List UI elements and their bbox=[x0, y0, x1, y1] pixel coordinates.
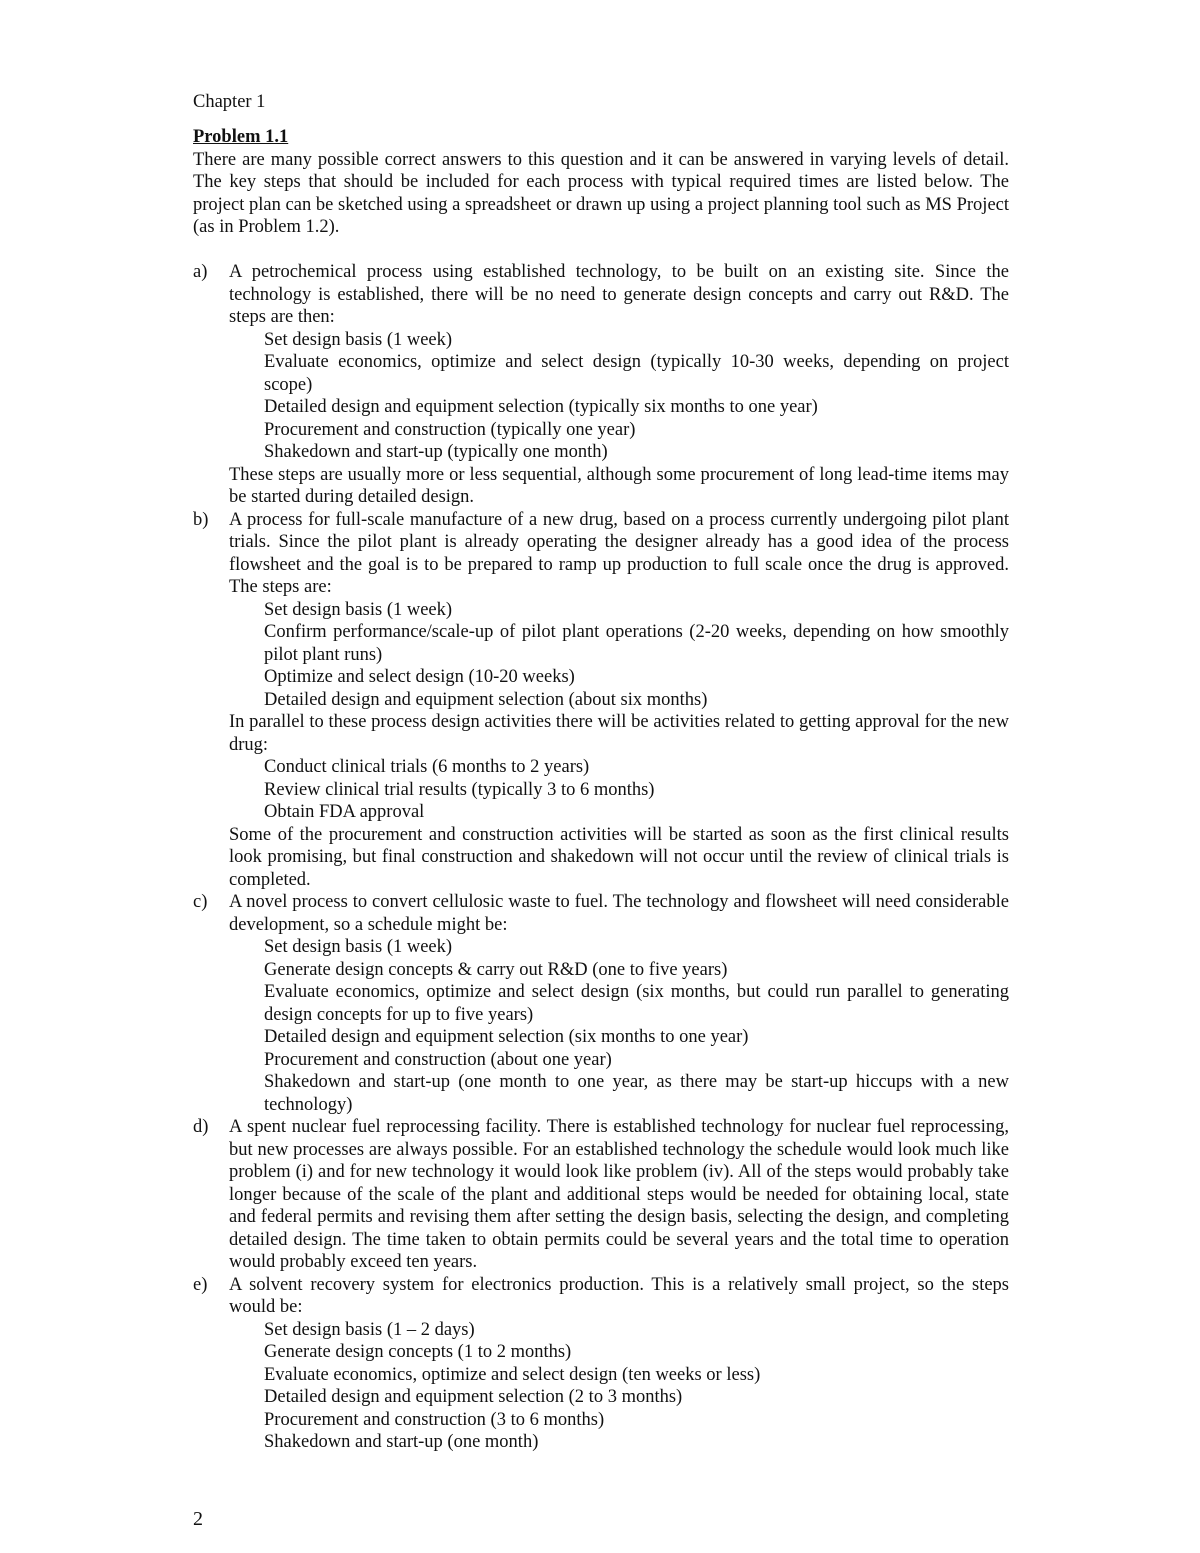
item-label: c) bbox=[193, 892, 208, 912]
step: Set design basis (1 week) bbox=[264, 599, 453, 620]
item-outro: These steps are usually more or less sequential, although some procurement of long lead-time items may be started during detailed design. bbox=[229, 464, 1009, 507]
list-item-b bbox=[193, 509, 1009, 892]
step: Procurement and construction (typically one year) bbox=[264, 419, 636, 440]
item-intro: A solvent recovery system for electronics production. This is a relatively small project, so the steps would be: bbox=[229, 1274, 1009, 1317]
step: Set design basis (1 – 2 days) bbox=[264, 1319, 475, 1340]
step: Set design basis (1 week) bbox=[264, 937, 453, 957]
item-intro: A process for full-scale manufacture of a new drug, based on a process currently undergoing pilot plant trials. Since the pilot plant is already operating the designer already has a good idea of the process flowsheet and the goal is to be prepared to ramp up production to full scale once the drug is approved. The steps are: bbox=[229, 509, 1009, 597]
step: Shakedown and start-up (one month to one year, as there may be start-up hiccups with a new technology) bbox=[264, 1072, 1009, 1115]
step: Set design basis (1 week) bbox=[264, 329, 453, 350]
list-item-c bbox=[193, 891, 1009, 1116]
step: Confirm performance/scale-up of pilot plant operations (2-20 weeks, depending on how smoothly pilot plant runs) bbox=[264, 622, 1009, 665]
step: Evaluate economics, optimize and select design (typically 10-30 weeks, depending on project scope) bbox=[264, 352, 1009, 395]
problem-title: Problem 1.1 bbox=[193, 127, 289, 147]
step: Generate design concepts (1 to 2 months) bbox=[264, 1342, 572, 1362]
problem-body bbox=[193, 126, 1009, 1454]
item-label: b) bbox=[193, 509, 209, 530]
item-intro: A novel process to convert cellulosic waste to fuel. The technology and flowsheet will need considerable development, so a schedule might be: bbox=[229, 892, 1009, 935]
spacer bbox=[193, 239, 1009, 262]
step: Obtain FDA approval bbox=[264, 802, 425, 822]
list-item-a bbox=[193, 261, 1009, 509]
step: Shakedown and start-up (one month) bbox=[264, 1432, 539, 1452]
item-intro: A petrochemical process using established technology, to be built on an existing site. Since the technology is established, there will be no need to generate design concepts and carry out R&D. The steps are then: bbox=[229, 262, 1009, 327]
problem-intro: There are many possible correct answers to this question and it can be answered in varying levels of detail. The key steps that should be included for each process with typical required times are listed below. The project plan can be sketched using a spreadsheet or drawn up using a project planning tool such as MS Project (as in Problem 1.2). bbox=[193, 149, 1009, 237]
page-number: 2 bbox=[193, 1508, 203, 1530]
step: Evaluate economics, optimize and select design (ten weeks or less) bbox=[264, 1364, 761, 1385]
list-item-e bbox=[193, 1274, 1009, 1454]
step: Detailed design and equipment selection (six months to one year) bbox=[264, 1027, 749, 1047]
step: Detailed design and equipment selection (about six months) bbox=[264, 689, 708, 710]
item-label: d) bbox=[193, 1117, 209, 1137]
step: Generate design concepts & carry out R&D (one to five years) bbox=[264, 959, 728, 980]
step: Shakedown and start-up (typically one month) bbox=[264, 442, 608, 462]
item-label: a) bbox=[193, 262, 208, 282]
item-label: e) bbox=[193, 1274, 208, 1295]
step: Evaluate economics, optimize and select design (six months, but could run parallel to generating design concepts for up to five years) bbox=[264, 982, 1009, 1025]
step: Detailed design and equipment selection (typically six months to one year) bbox=[264, 397, 818, 417]
item-middle: In parallel to these process design activities there will be activities related to getting approval for the new drug: bbox=[229, 712, 1009, 755]
step: Review clinical trial results (typically 3 to 6 months) bbox=[264, 779, 655, 800]
list-item-d bbox=[193, 1116, 1009, 1274]
step: Conduct clinical trials (6 months to 2 years) bbox=[264, 757, 590, 777]
step: Detailed design and equipment selection (2 to 3 months) bbox=[264, 1387, 683, 1407]
item-text: A spent nuclear fuel reprocessing facility. There is established technology for nuclear fuel reprocessing, but new processes are always possible. For an established technology the schedule would look much like problem (i) and for new technology it would look like problem (iv). All of the steps would probably take longer because of the scale of the plant and additional steps would be needed for obtaining local, state and federal permits and revising them after setting the design basis, selecting the design, and completing detailed design. The time taken to obtain permits could be several years and the total time to operation would probably exceed ten years. bbox=[229, 1117, 1009, 1272]
step: Procurement and construction (about one year) bbox=[264, 1049, 612, 1070]
item-outro: Some of the procurement and construction activities will be started as soon as the first clinical results look promising, but final construction and shakedown will not occur until the review of clinical trials is completed. bbox=[229, 824, 1009, 890]
chapter-heading: Chapter 1 bbox=[193, 92, 266, 112]
step: Procurement and construction (3 to 6 months) bbox=[264, 1409, 605, 1430]
step: Optimize and select design (10-20 weeks) bbox=[264, 667, 575, 687]
